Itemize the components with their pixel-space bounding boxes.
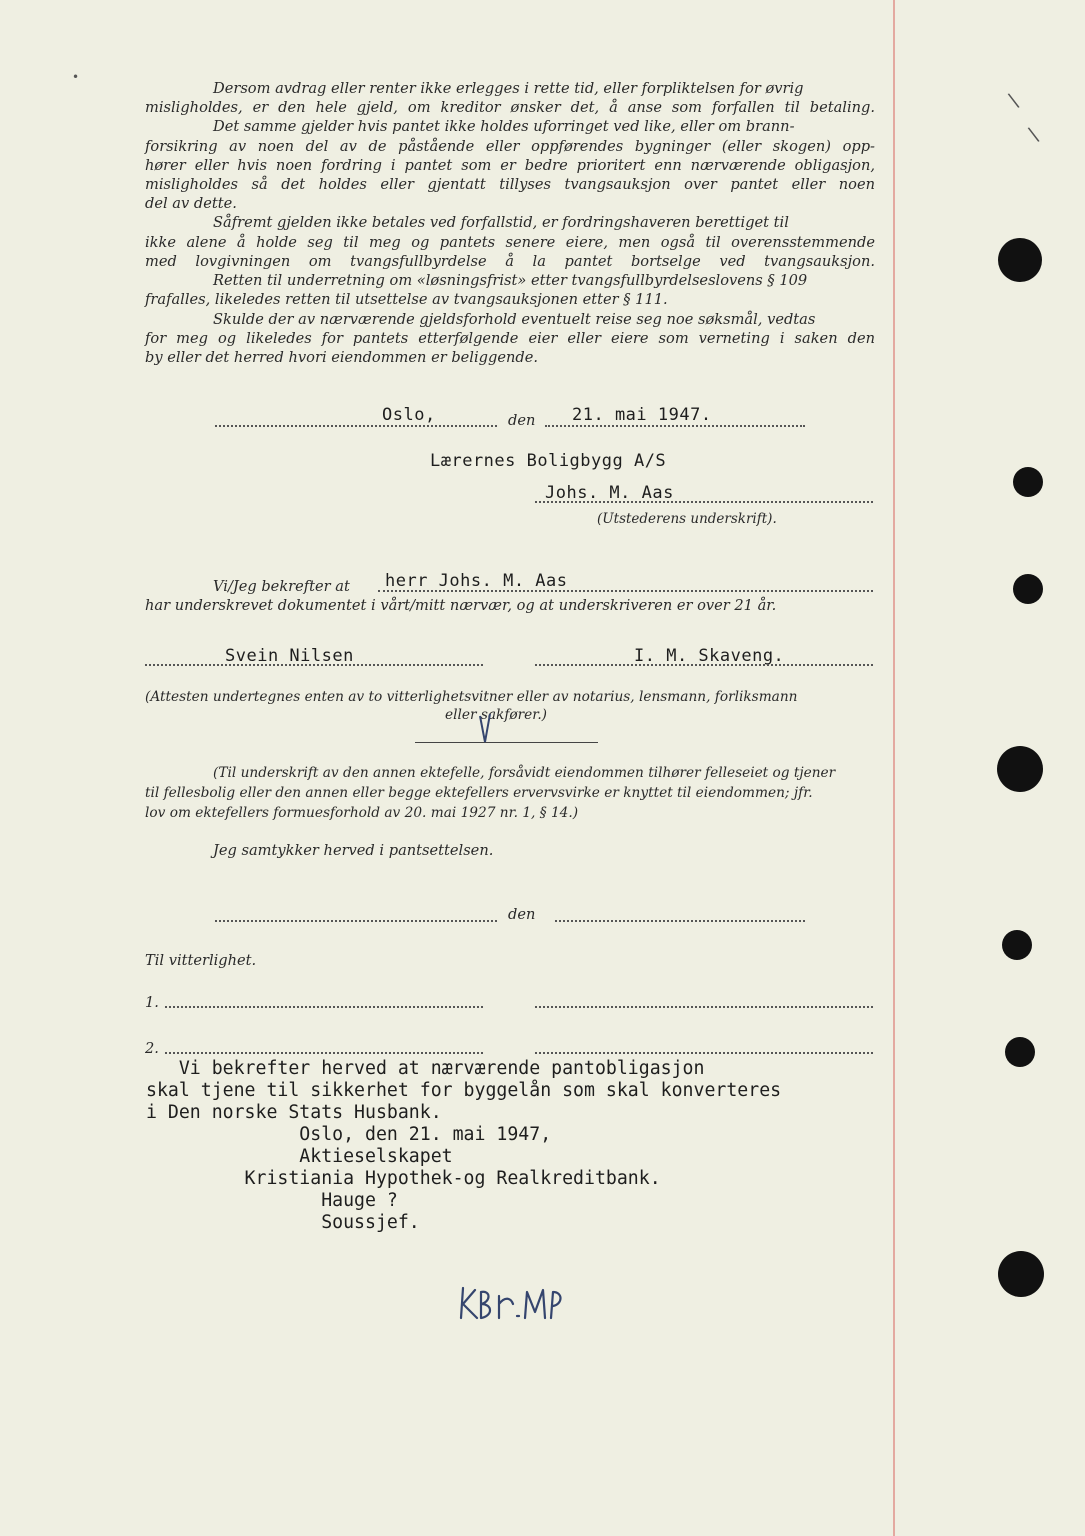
witness-note-2: eller sakfører.)	[445, 707, 548, 723]
attestation-n1: 1.	[145, 994, 159, 1011]
witness-1-signature: Svein Nilsen	[225, 646, 354, 666]
witness-name-dots	[378, 590, 873, 592]
date-value: 21. mai 1947.	[572, 405, 712, 425]
witness-note-1: (Attesten undertegnes enten av to vitterlighetsvitner eller av notarius, lensmann, forliksmann	[145, 689, 798, 705]
bank-line: i Den norske Stats Husbank.	[146, 1102, 442, 1123]
check-mark	[478, 712, 492, 746]
witness-name: herr Johs. M. Aas	[385, 571, 568, 591]
bank-line: skal tjene til sikkerhet for byggelån som skal konverteres	[146, 1080, 782, 1101]
date-dots	[545, 425, 805, 427]
attestation-n2: 2.	[145, 1040, 159, 1057]
spouse-note-1: (Til underskrift av den annen ektefelle, forsåvidt eiendommen tilhører felleseiet og tjener	[213, 765, 836, 781]
terms-line: misligholdes så det holdes eller gjentatt tillyses tvangsauksjon over pantet eller noen	[145, 176, 875, 193]
bank-line: Soussjef.	[146, 1212, 420, 1233]
date-place-dots	[215, 425, 497, 427]
terms-line: Skulde der av nærværende gjeldsforhold eventuelt reise seg noe søksmål, vedtas	[213, 311, 816, 328]
attestation-2-dots-right	[535, 1052, 873, 1054]
witness-prefix: Vi/Jeg bekrefter at	[213, 578, 350, 595]
binder-hole	[998, 238, 1042, 282]
terms-line: med lovgivningen om tvangsfullbyrdelse å la pantet bortselge ved tvangsauksjon.	[145, 253, 875, 270]
bank-line: Vi bekrefter herved at nærværende pantobligasjon	[146, 1058, 705, 1079]
pen-mark: \	[1026, 121, 1041, 147]
bank-line: Oslo, den 21. mai 1947,	[146, 1124, 552, 1145]
binder-hole	[997, 746, 1043, 792]
terms-line: for meg og likeledes for pantets etterfølgende eier eller eiere som verneting i saken den	[145, 330, 875, 347]
terms-line: frafalles, likeledes retten til utsettelse av tvangsauksjonen etter § 111.	[145, 291, 668, 308]
spouse-note-3: lov om ektefellers formuesforhold av 20. mai 1927 nr. 1, § 14.)	[145, 805, 579, 821]
spouse-date-dots	[555, 920, 805, 922]
issuer-caption: (Utstederens underskrift).	[597, 511, 777, 527]
terms-line: hører eller hvis noen fordring i pantet som er bedre prioritert enn nærværende obligasjon,	[145, 157, 875, 174]
bank-line: Hauge ?	[146, 1190, 398, 1211]
issuer-company: Lærernes Boligbygg A/S	[430, 451, 667, 471]
pen-mark: \	[1006, 87, 1021, 113]
terms-line: del av dette.	[145, 195, 237, 212]
attestation-1-dots-left	[165, 1006, 483, 1008]
terms-line: forsikring av noen del av de påstående eller oppførendes bygninger (eller skogen) opp-	[145, 138, 875, 155]
bank-line: Kristiania Hypothek-og Realkreditbank.	[146, 1168, 661, 1189]
pen-mark: •	[72, 70, 80, 84]
attestation-1-dots-right	[535, 1006, 873, 1008]
issuer-signature: Johs. M. Aas	[545, 483, 674, 503]
binder-hole	[1013, 467, 1043, 497]
date-den-label: den	[508, 412, 536, 429]
margin-rule	[893, 0, 895, 1536]
witness-statement: har underskrevet dokumentet i vårt/mitt nærvær, og at underskriveren er over 21 år.	[145, 597, 777, 614]
witness-1-dots	[145, 664, 483, 666]
terms-line: ikke alene å holde seg til meg og pantets senere eiere, men også til overensstemmende	[145, 234, 875, 251]
spouse-consent: Jeg samtykker herved i pantsettelsen.	[213, 842, 494, 859]
spouse-note-2: til fellesbolig eller den annen eller begge ektefellers ervervsvirke er knyttet til eiendommen; jfr.	[145, 785, 813, 801]
binder-hole	[1005, 1037, 1035, 1067]
terms-line: Såfremt gjelden ikke betales ved forfallstid, er fordringshaveren berettiget til	[213, 214, 789, 231]
spouse-den-label: den	[508, 906, 536, 923]
witness-2-signature: I. M. Skaveng.	[634, 646, 785, 666]
date-place: Oslo,	[382, 405, 436, 425]
witness-2-dots	[535, 664, 873, 666]
terms-line: Retten til underretning om «løsningsfrist» etter tvangsfullbyrdelseslovens § 109	[213, 272, 808, 289]
binder-hole	[1002, 930, 1032, 960]
binder-hole	[998, 1251, 1044, 1297]
spouse-place-dots	[215, 920, 497, 922]
terms-line: misligholdes, er den hele gjeld, om kreditor ønsker det, å anse som forfallen til betaling.	[145, 99, 875, 116]
attestation-title: Til vitterlighet.	[145, 952, 257, 969]
terms-line: Dersom avdrag eller renter ikke erlegges i rette tid, eller forpliktelsen for øvrig	[213, 80, 804, 97]
binder-hole	[1013, 574, 1043, 604]
terms-line: Det samme gjelder hvis pantet ikke holdes uforringet ved like, eller om brann-	[213, 118, 795, 135]
terms-line: by eller det herred hvori eiendommen er beliggende.	[145, 349, 538, 366]
bank-line: Aktieselskapet	[146, 1146, 453, 1167]
notary-signature-line	[415, 742, 598, 743]
issuer-signature-dots	[535, 501, 873, 503]
attestation-2-dots-left	[165, 1052, 483, 1054]
